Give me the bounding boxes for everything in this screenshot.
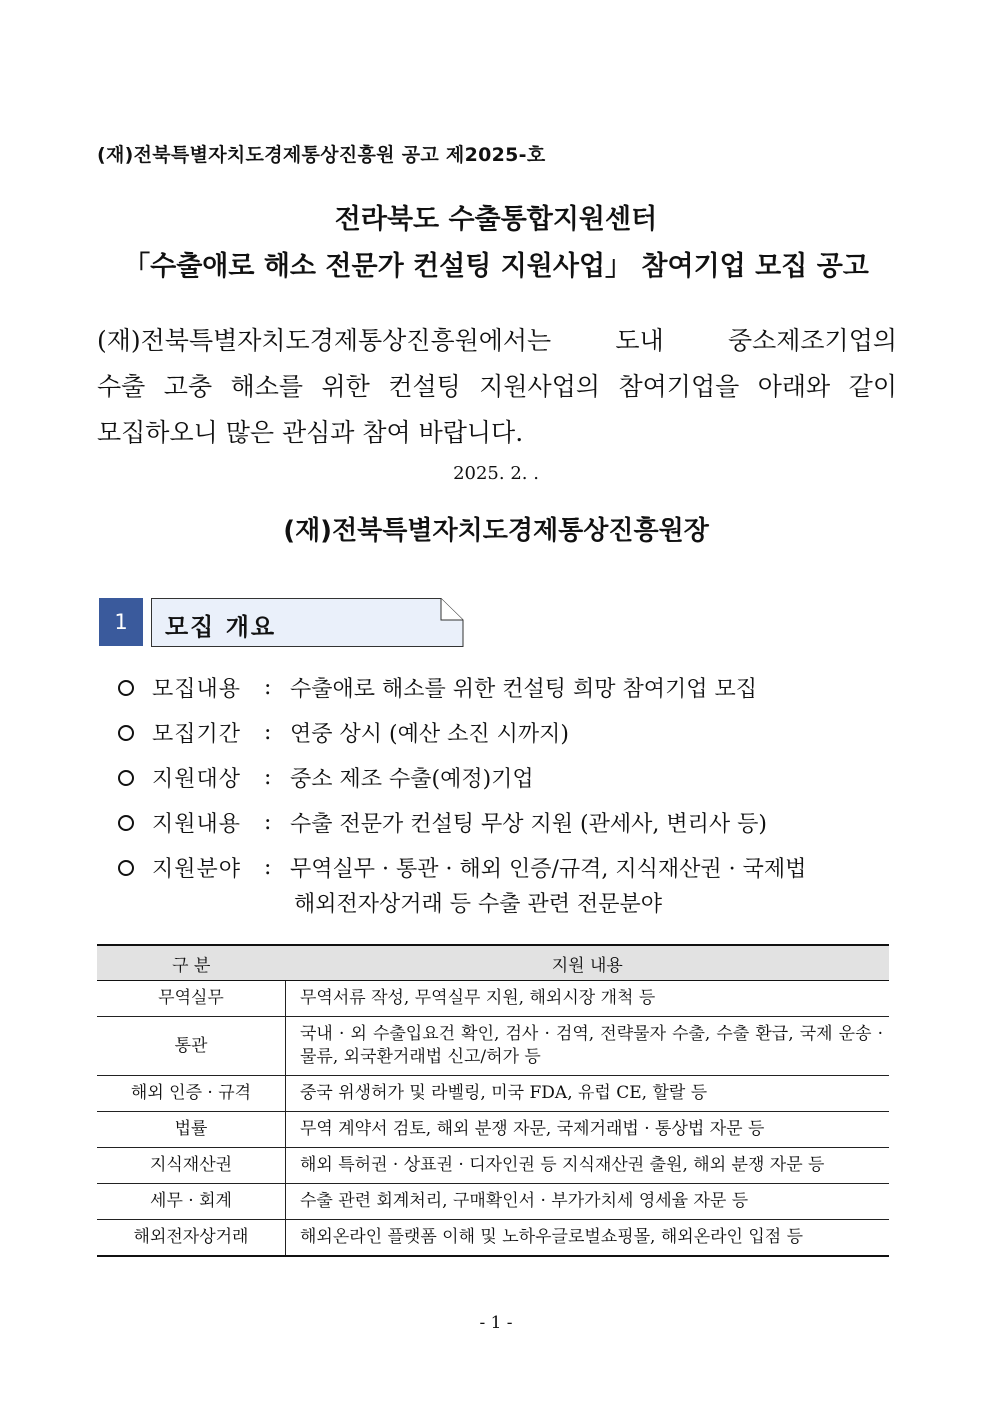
list-item — [118, 710, 806, 755]
table-row — [97, 1017, 889, 1076]
list-item — [118, 665, 806, 710]
table-cell-content: 중국 위생허가 및 라벨링, 미국 FDA, 유럽 CE, 할랄 등 — [286, 1076, 890, 1112]
bullet-value: 수출 전문가 컨설팅 무상 지원 (관세사, 변리사 등) — [290, 812, 767, 837]
bullet-colon: : — [264, 810, 272, 835]
document-title-line1: 전라북도 수출통합지원센터 — [334, 204, 658, 235]
signer: (재)전북특별자치도경제통상진흥원장 — [283, 516, 709, 546]
circle-bullet-icon — [118, 860, 134, 876]
bullet-value: 중소 제조 수출(예정)기업 — [290, 767, 534, 792]
table-cell-category: 해외 인증 · 규격 — [97, 1076, 286, 1112]
intro-line: (재)전북특별자치도경제통상진흥원에서는 도내 중소제조기업의 — [97, 326, 897, 355]
table-cell-content: 수출 관련 회계처리, 구매확인서 · 부가가치세 영세율 자문 등 — [286, 1184, 890, 1220]
bullet-value: 무역실무 · 통관 · 해외 인증/규격, 지식재산권 · 국제법 — [290, 857, 807, 882]
notice-number: (재)전북특별자치도경제통상진흥원 공고 제2025-호 — [97, 144, 546, 166]
list-item — [118, 800, 806, 845]
page-number: - 1 - — [479, 1313, 513, 1333]
bullet-label: 지원분야 — [152, 857, 242, 882]
intro-line: 모집하오니 많은 관심과 참여 바랍니다. — [97, 418, 524, 447]
bullet-value-continuation: 해외전자상거래 등 수출 관련 전문분야 — [294, 892, 663, 917]
table-cell-content: 무역서류 작성, 무역실무 지원, 해외시장 개척 등 — [286, 981, 890, 1017]
notice-date: 2025. 2. . — [453, 463, 539, 484]
bullet-value: 연중 상시 (예산 소진 시까지) — [290, 722, 569, 747]
section-number-badge: 1 — [99, 598, 143, 646]
table-cell-content: 해외 특허권 · 상표권 · 디자인권 등 지식재산권 출원, 해외 분쟁 자문 등 — [286, 1148, 890, 1184]
support-fields-table — [97, 944, 889, 1257]
table-cell-category: 법률 — [97, 1112, 286, 1148]
document-title-line2: 「수출애로 해소 전문가 컨설팅 지원사업」 참여기업 모집 공고 — [123, 251, 869, 282]
table-row — [97, 981, 889, 1017]
overview-bullet-list — [118, 665, 807, 917]
table-cell-content: 해외온라인 플랫폼 이해 및 노하우글로벌쇼핑몰, 해외온라인 입점 등 — [286, 1220, 890, 1257]
table-cell-content: 무역 계약서 검토, 해외 분쟁 자문, 국제거래법 · 통상법 자문 등 — [286, 1112, 890, 1148]
intro-paragraph — [97, 318, 897, 456]
bullet-colon: : — [264, 855, 272, 880]
circle-bullet-icon — [118, 725, 134, 741]
table-header-row — [97, 945, 889, 981]
circle-bullet-icon — [118, 770, 134, 786]
bullet-label: 모집기간 — [152, 722, 242, 747]
table-header-content: 지원 내용 — [286, 945, 890, 981]
table-row — [97, 1148, 889, 1184]
list-item — [118, 845, 806, 890]
section-title: 모집 개요 — [165, 613, 277, 641]
bullet-label: 지원내용 — [152, 812, 242, 837]
table-row — [97, 1184, 889, 1220]
table-cell-content: 국내 · 외 수출입요건 확인, 검사 · 검역, 전략물자 수출, 수출 환급, 국제 운송 · 물류, 외국환거래법 신고/허가 등 — [286, 1017, 890, 1076]
circle-bullet-icon — [118, 815, 134, 831]
table-row — [97, 1112, 889, 1148]
bullet-label: 지원대상 — [152, 767, 242, 792]
bullet-label: 모집내용 — [152, 677, 242, 702]
intro-line: 수출 고충 해소를 위한 컨설팅 지원사업의 참여기업을 아래와 같이 — [97, 372, 897, 401]
bullet-colon: : — [264, 765, 272, 790]
table-row — [97, 1220, 889, 1257]
table-cell-category: 통관 — [97, 1017, 286, 1076]
circle-bullet-icon — [118, 680, 134, 696]
table-cell-category: 세무 · 회계 — [97, 1184, 286, 1220]
table-cell-category: 지식재산권 — [97, 1148, 286, 1184]
section-title-box — [151, 598, 463, 646]
bullet-value: 수출애로 해소를 위한 컨설팅 희망 참여기업 모집 — [290, 677, 758, 702]
list-item — [118, 755, 806, 800]
bullet-colon: : — [264, 720, 272, 745]
table-row — [97, 1076, 889, 1112]
table-cell-category: 무역실무 — [97, 981, 286, 1017]
table-header-category: 구 분 — [97, 945, 286, 981]
bullet-colon: : — [264, 675, 272, 700]
table-cell-category: 해외전자상거래 — [97, 1220, 286, 1257]
